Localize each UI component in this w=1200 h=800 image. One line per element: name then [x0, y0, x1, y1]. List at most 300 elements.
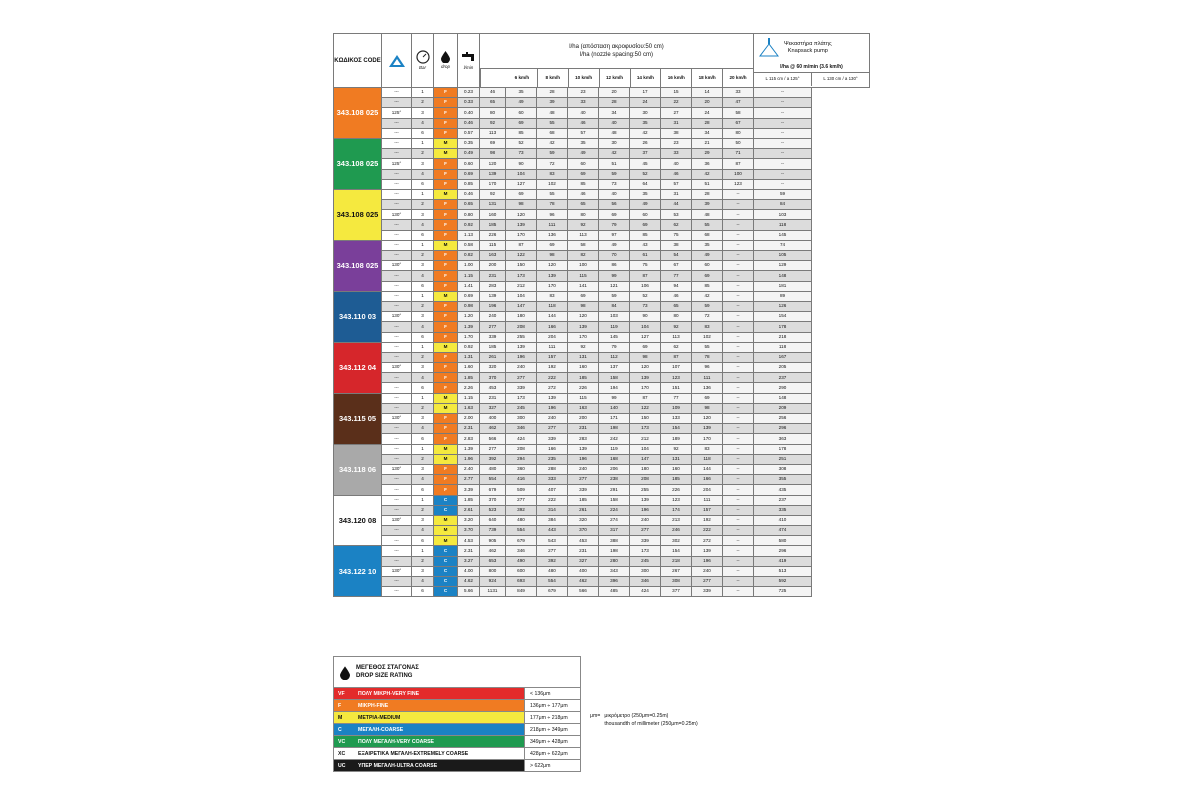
flow-cell: 2.26	[458, 383, 480, 393]
rate-cell: 103	[754, 210, 812, 220]
rate-cell: 60	[506, 108, 537, 118]
rate-cell: 90	[506, 159, 537, 169]
table-row	[334, 587, 870, 597]
pressure-cell: 1	[412, 240, 434, 250]
rate-cell: 139	[568, 444, 599, 454]
rate-cell: 679	[480, 485, 506, 495]
rate-cell: 122	[630, 403, 661, 413]
rate-cell: 136	[692, 383, 723, 393]
rate-cell: 98	[506, 200, 537, 210]
flow-cell: 1.96	[458, 454, 480, 464]
pressure-cell: 2	[412, 301, 434, 311]
table-row	[334, 526, 870, 536]
rate-cell: 139	[537, 393, 568, 403]
table-row	[334, 342, 870, 352]
rate-cell: --	[723, 485, 754, 495]
rate-cell: 96	[537, 210, 568, 220]
rate-cell: --	[723, 301, 754, 311]
rate-cell: 78	[692, 352, 723, 362]
rate-cell: 120	[480, 159, 506, 169]
drop-size-cell: F	[434, 464, 458, 474]
rate-cell: 739	[480, 526, 506, 536]
rate-cell: 242	[599, 434, 630, 444]
rate-cell: 127	[506, 179, 537, 189]
drop-size-cell: F	[434, 363, 458, 373]
drop-size-cell: C	[434, 495, 458, 505]
rate-cell: 35	[630, 189, 661, 199]
rate-cell: 924	[480, 577, 506, 587]
rate-cell: 173	[630, 546, 661, 556]
spray-angle: 125°	[382, 159, 412, 169]
rate-cell: 200	[568, 414, 599, 424]
table-row	[334, 485, 870, 495]
pressure-cell: 2	[412, 200, 434, 210]
spray-angle: ---	[382, 138, 412, 148]
rate-cell: 277	[537, 546, 568, 556]
nozzle-code: 343.110 03	[334, 291, 382, 342]
rate-cell: 388	[599, 536, 630, 546]
drop-size-cell: F	[434, 352, 458, 362]
flow-cell: 1.85	[458, 373, 480, 383]
nozzle-code: 343.108 025	[334, 240, 382, 291]
rate-cell: 157	[692, 505, 723, 515]
rate-cell: 52	[506, 138, 537, 148]
rate-cell: 48	[599, 128, 630, 138]
drop-size-legend	[333, 656, 581, 772]
rate-cell: 64	[630, 179, 661, 189]
rate-cell: 419	[754, 556, 812, 566]
speed-headers	[480, 68, 753, 87]
rate-cell: 98	[630, 352, 661, 362]
table-row	[334, 383, 870, 393]
rate-cell: 59	[599, 291, 630, 301]
table-row	[334, 546, 870, 556]
table-row	[334, 403, 870, 413]
rate-cell: 31	[661, 118, 692, 128]
speed-header: 6 km/h	[514, 74, 530, 80]
pressure-cell: 2	[412, 149, 434, 159]
rate-cell: 339	[692, 587, 723, 597]
rate-cell: 178	[754, 322, 812, 332]
rate-cell: 170	[537, 281, 568, 291]
pressure-cell: 1	[412, 393, 434, 403]
rate-cell: --	[723, 454, 754, 464]
flow-cell: 2.61	[458, 505, 480, 515]
legend-code: C	[338, 726, 342, 733]
flow-cell: 0.35	[458, 138, 480, 148]
rate-cell: 392	[506, 505, 537, 515]
legend-range: 177μm ÷ 218μm	[524, 712, 580, 723]
flow-cell: 4.00	[458, 566, 480, 576]
legend-label	[334, 712, 524, 723]
drop-icon	[340, 666, 350, 680]
rate-cell: 28	[537, 88, 568, 98]
rate-cell: 52	[630, 169, 661, 179]
rate-cell: 78	[537, 200, 568, 210]
rate-cell: 85	[692, 281, 723, 291]
rate-cell: 52	[630, 291, 661, 301]
rate-cell: 392	[537, 556, 568, 566]
rate-cell: 222	[537, 373, 568, 383]
table-row	[334, 261, 870, 271]
rate-cell: 424	[506, 434, 537, 444]
drop-size-cell: F	[434, 251, 458, 261]
flow-cell: 0.49	[458, 149, 480, 159]
rate-cell: 98	[537, 251, 568, 261]
rate-cell: --	[723, 322, 754, 332]
rate-cell: 308	[754, 464, 812, 474]
rate-cell: 35	[506, 88, 537, 98]
spray-angle: ---	[382, 189, 412, 199]
rate-cell: 171	[599, 414, 630, 424]
table-row	[334, 373, 870, 383]
spray-angle: ---	[382, 322, 412, 332]
rate-cell: 163	[480, 251, 506, 261]
drop-size-cell: M	[434, 393, 458, 403]
rate-cell: --	[723, 464, 754, 474]
pressure-cell: 6	[412, 332, 434, 342]
rate-cell: 58	[568, 240, 599, 250]
legend-row	[334, 747, 580, 759]
flow-cell: 0.60	[458, 159, 480, 169]
flow-cell: 0.23	[458, 88, 480, 98]
rate-cell: --	[754, 88, 812, 98]
rate-cell: 94	[661, 281, 692, 291]
spray-angle: ---	[382, 485, 412, 495]
table-row	[334, 240, 870, 250]
rate-cell: 115	[568, 271, 599, 281]
rate-cell: 346	[630, 577, 661, 587]
rate-cell: 377	[661, 587, 692, 597]
rate-cell: --	[723, 271, 754, 281]
rate-cell: 69	[630, 342, 661, 352]
rate-cell: 113	[661, 332, 692, 342]
spray-angle: ---	[382, 546, 412, 556]
rate-cell: 59	[537, 149, 568, 159]
rate-cell: 213	[661, 515, 692, 525]
rate-cell: 104	[630, 322, 661, 332]
rate-cell: 42	[599, 149, 630, 159]
pressure-cell: 4	[412, 271, 434, 281]
flow-cell: 0.80	[458, 210, 480, 220]
pressure-cell: 6	[412, 485, 434, 495]
spray-angle: ---	[382, 495, 412, 505]
drop-size-cell: F	[434, 179, 458, 189]
pressure-cell: 3	[412, 312, 434, 322]
rate-cell: 218	[754, 332, 812, 342]
rate-cell: 283	[568, 434, 599, 444]
rate-cell: 107	[661, 363, 692, 373]
spray-angle: 130°	[382, 210, 412, 220]
legend-range: > 622μm	[524, 760, 580, 771]
rate-cell: 294	[506, 454, 537, 464]
rate-cell: 137	[599, 363, 630, 373]
rate-cell: 160	[480, 210, 506, 220]
rate-cell: 46	[661, 169, 692, 179]
legend-row	[334, 711, 580, 723]
pressure-cell: 2	[412, 505, 434, 515]
rate-cell: 251	[754, 454, 812, 464]
rate-cell: 119	[599, 444, 630, 454]
nozzle-code: 343.112 04	[334, 342, 382, 393]
rate-cell: --	[723, 587, 754, 597]
rate-cell: 69	[692, 271, 723, 281]
rate-cell: 226	[568, 383, 599, 393]
rate-cell: 240	[568, 464, 599, 474]
drop-size-cell: M	[434, 536, 458, 546]
spray-angle: 130°	[382, 515, 412, 525]
spray-angle: ---	[382, 444, 412, 454]
table-row	[334, 556, 870, 566]
flow-cell: 1.15	[458, 271, 480, 281]
rate-cell: 160	[568, 363, 599, 373]
flow-cell: 1.13	[458, 230, 480, 240]
rate-cell: 174	[661, 505, 692, 515]
rate-cell: 725	[754, 587, 812, 597]
rate-cell: 84	[754, 200, 812, 210]
rate-cell: 100	[723, 169, 754, 179]
pressure-cell: 4	[412, 220, 434, 230]
rate-cell: 333	[537, 475, 568, 485]
rate-cell: 277	[568, 475, 599, 485]
spray-angle: ---	[382, 536, 412, 546]
rate-cell: 208	[506, 322, 537, 332]
table-row	[334, 577, 870, 587]
table-row	[334, 332, 870, 342]
rate-cell: 53	[661, 210, 692, 220]
rate-cell: 208	[506, 444, 537, 454]
rate-cell: 231	[568, 424, 599, 434]
rate-cell: 277	[480, 322, 506, 332]
rate-cell: 79	[599, 220, 630, 230]
flow-cell: 3.20	[458, 515, 480, 525]
rate-cell: 370	[480, 495, 506, 505]
drop-size-cell: F	[434, 261, 458, 271]
legend-code: UC	[338, 762, 346, 769]
pressure-cell: 3	[412, 414, 434, 424]
rate-cell: 42	[692, 291, 723, 301]
rate-cell: --	[723, 342, 754, 352]
rate-cell: 20	[692, 98, 723, 108]
table-row	[334, 118, 870, 128]
legend-label	[334, 748, 524, 759]
rate-cell: 28	[599, 98, 630, 108]
rate-cell: --	[754, 118, 812, 128]
rate-cell: --	[723, 189, 754, 199]
rate-cell: 277	[692, 577, 723, 587]
rate-cell: 97	[599, 230, 630, 240]
rate-cell: 68	[537, 128, 568, 138]
flow-cell: 0.69	[458, 291, 480, 301]
rate-cell: 92	[661, 322, 692, 332]
rate-cell: 35	[692, 240, 723, 250]
rate-cell: 77	[661, 393, 692, 403]
rate-cell: --	[723, 424, 754, 434]
rate-cell: 51	[599, 159, 630, 169]
pressure-cell: 4	[412, 373, 434, 383]
rate-cell: 196	[630, 505, 661, 515]
rate-cell: 490	[506, 556, 537, 566]
rate-cell: 118	[754, 342, 812, 352]
drop-size-cell: F	[434, 414, 458, 424]
rate-cell: 131	[480, 200, 506, 210]
rate-cell: 192	[537, 363, 568, 373]
drop-size-cell: F	[434, 281, 458, 291]
drop-size-cell: M	[434, 403, 458, 413]
spray-angle: 130°	[382, 312, 412, 322]
rate-cell: 327	[568, 556, 599, 566]
rate-cell: 28	[692, 118, 723, 128]
rate-cell: 206	[599, 464, 630, 474]
spray-angle: ---	[382, 454, 412, 464]
rate-cell: 317	[599, 526, 630, 536]
rate-cell: 80	[661, 312, 692, 322]
rate-cell: 800	[480, 566, 506, 576]
rate-cell: 69	[506, 189, 537, 199]
flow-cell: 2.40	[458, 464, 480, 474]
rate-cell: 170	[692, 434, 723, 444]
rate-cell: 277	[506, 373, 537, 383]
rate-cell: 194	[599, 383, 630, 393]
rate-cell: --	[723, 230, 754, 240]
rate-cell: 111	[537, 342, 568, 352]
rate-cell: 200	[480, 261, 506, 271]
rate-cell: 308	[661, 577, 692, 587]
rate-cell: --	[723, 210, 754, 220]
rate-cell: 92	[568, 342, 599, 352]
rate-cell: 39	[692, 200, 723, 210]
table-row	[334, 149, 870, 159]
pressure-cell: 3	[412, 210, 434, 220]
spray-angle: 130°	[382, 464, 412, 474]
rate-cell: --	[723, 515, 754, 525]
rate-cell: 131	[661, 454, 692, 464]
table-row	[334, 444, 870, 454]
table-row	[334, 98, 870, 108]
rate-cell: 62	[661, 220, 692, 230]
rate-cell: --	[723, 261, 754, 271]
spray-angle: ---	[382, 169, 412, 179]
rate-cell: 198	[599, 546, 630, 556]
rate-cell: 180	[630, 464, 661, 474]
table-row	[334, 566, 870, 576]
rate-cell: 283	[480, 281, 506, 291]
spray-angle: ---	[382, 230, 412, 240]
rate-cell: 38	[661, 128, 692, 138]
drop-size-cell: F	[434, 322, 458, 332]
rate-cell: 111	[692, 373, 723, 383]
table-row	[334, 495, 870, 505]
rate-cell: 150	[506, 261, 537, 271]
speed-header: 8 km/h	[537, 69, 568, 87]
rate-cell: 73	[630, 301, 661, 311]
drop-size-cell: F	[434, 210, 458, 220]
rate-cell: 36	[692, 159, 723, 169]
table-row	[334, 271, 870, 281]
rate-cell: 339	[568, 485, 599, 495]
rate-cell: 118	[692, 454, 723, 464]
rate-cell: 72	[692, 312, 723, 322]
rate-cell: 509	[506, 485, 537, 495]
rate-cell: 50	[723, 138, 754, 148]
drop-size-cell: F	[434, 128, 458, 138]
rate-cell: 139	[480, 169, 506, 179]
rate-cell: 92	[480, 118, 506, 128]
drop-size-cell: M	[434, 149, 458, 159]
rate-cell: 42	[630, 128, 661, 138]
pressure-cell: 4	[412, 322, 434, 332]
legend-label	[334, 724, 524, 735]
rate-cell: 693	[506, 577, 537, 587]
rate-cell: --	[723, 352, 754, 362]
table-row	[334, 322, 870, 332]
rate-cell: 335	[754, 505, 812, 515]
table-row	[334, 424, 870, 434]
rate-cell: 83	[537, 169, 568, 179]
rate-cell: 139	[630, 495, 661, 505]
table-row	[334, 88, 870, 98]
rate-cell: 314	[537, 505, 568, 515]
rate-cell: 178	[754, 444, 812, 454]
rate-cell: 133	[661, 414, 692, 424]
rate-cell: --	[723, 505, 754, 515]
rate-cell: 296	[754, 424, 812, 434]
rate-cell: 272	[537, 383, 568, 393]
flow-cell: 0.82	[458, 251, 480, 261]
pressure-cell: 3	[412, 515, 434, 525]
rate-cell: 54	[661, 251, 692, 261]
rate-cell: 40	[599, 189, 630, 199]
rate-cell: 61	[630, 251, 661, 261]
rate-cell: 166	[537, 322, 568, 332]
drop-header: drop	[434, 34, 458, 88]
rate-cell: 70	[599, 251, 630, 261]
pressure-cell: 1	[412, 138, 434, 148]
rate-cell: 1131	[480, 587, 506, 597]
rate-cell: 99	[599, 393, 630, 403]
pressure-cell: 4	[412, 526, 434, 536]
legend-row	[334, 735, 580, 747]
pressure-cell: 6	[412, 383, 434, 393]
rate-cell: 485	[599, 587, 630, 597]
legend-text: ΜΙΚΡΗ-FINE	[358, 702, 389, 709]
rate-cell: 87	[661, 352, 692, 362]
rate-cell: 346	[506, 546, 537, 556]
rate-cell: 39	[537, 98, 568, 108]
spray-angle: ---	[382, 88, 412, 98]
rate-cell: --	[723, 200, 754, 210]
pressure-cell: 1	[412, 88, 434, 98]
faucet-icon	[461, 51, 477, 64]
spray-angle: 130°	[382, 566, 412, 576]
rate-cell: 27	[661, 108, 692, 118]
rate-cell: 158	[599, 495, 630, 505]
rate-cell: 49	[630, 200, 661, 210]
rate-cell: 127	[630, 332, 661, 342]
rate-cell: --	[723, 577, 754, 587]
rate-cell: 115	[568, 393, 599, 403]
pressure-cell: 4	[412, 577, 434, 587]
pressure-cell: 3	[412, 363, 434, 373]
spray-angle: ---	[382, 556, 412, 566]
knapsack-header: Ψεκαστήρα πλάτης Knapsack pump l/ha @ 60 m/min (3.6 km/h) L 115 cm / a 125° L 130 cm / a 130°	[754, 34, 870, 88]
rate-cell: 40	[661, 159, 692, 169]
rate-cell: 392	[480, 454, 506, 464]
pressure-cell: 4	[412, 475, 434, 485]
micron-note: μm= μικρόμετρο (250μm=0.25m) thousandth of millimeter (250μm=0.25m)	[590, 713, 698, 727]
rate-cell: --	[723, 414, 754, 424]
rate-cell: 69	[630, 220, 661, 230]
